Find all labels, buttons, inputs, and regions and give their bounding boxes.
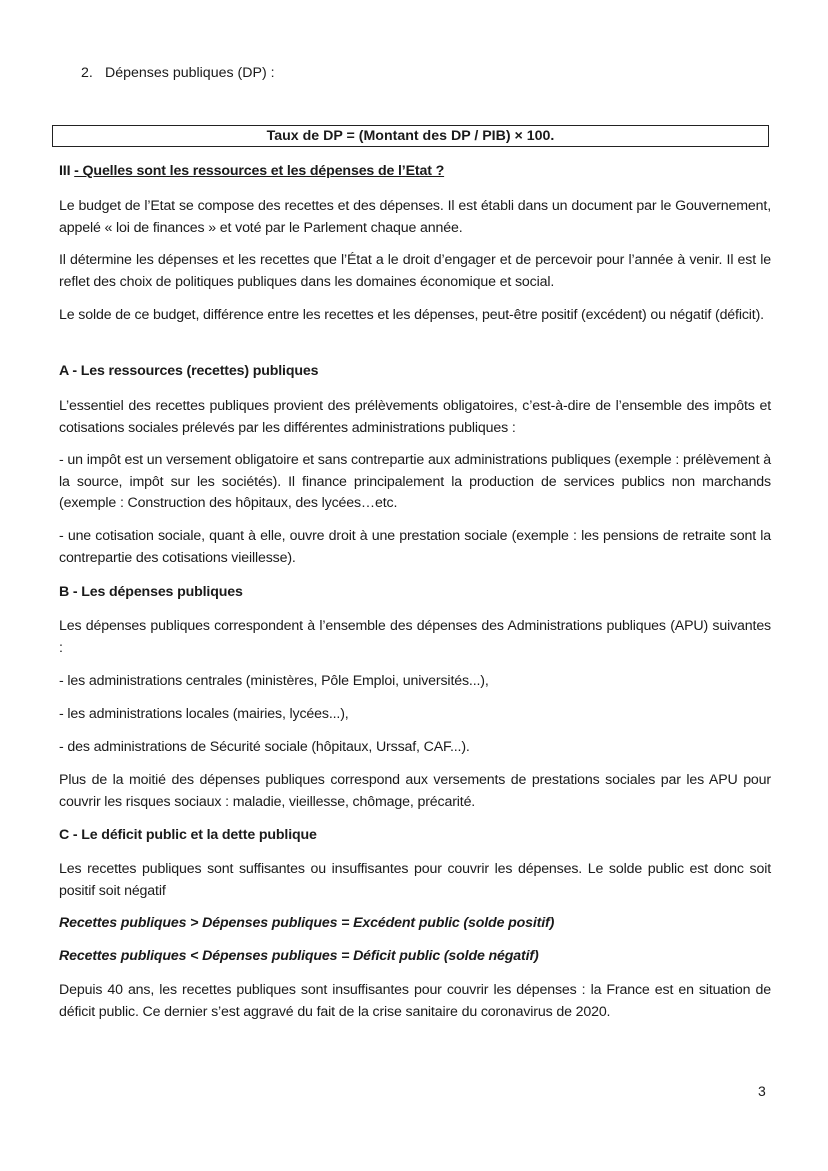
numbered-list-item [81,63,275,85]
intro-paragraph-1: Le budget de l’Etat se compose des recettes et des dépenses. Il est établi dans un document par le Gouvernement, appelé « loi de finances » et voté par le Parlement chaque année. [59,198,771,236]
list-number: 2. [81,65,93,81]
section-B-list-item-2: - les administrations locales (mairies, lycées...), [59,706,349,722]
list-item-text: Dépenses publiques (DP) : [105,65,275,81]
page-number: 3 [758,1083,766,1099]
formula-box: Taux de DP = (Montant des DP / PIB) × 100. [52,125,769,147]
intro-paragraph-3: Le solde de ce budget, différence entre les recettes et les dépenses, peut-être positif (excédent) ou négatif (déficit). [59,307,764,323]
section-B-paragraph-2: Plus de la moitié des dépenses publiques correspond aux versements de prestations sociales par les APU pour couvrir les risques sociaux : maladie, vieillesse, chômage, précarité. [59,772,771,810]
surplus-equation: Recettes publiques > Dépenses publiques = Excédent public (solde positif) [59,915,555,931]
deficit-equation: Recettes publiques < Dépenses publiques = Déficit public (solde négatif) [59,948,539,964]
section-III-prefix: III [59,163,75,179]
section-B-list-item-1: - les administrations centrales (ministères, Pôle Emploi, universités...), [59,673,489,689]
section-B-list-item-3: - des administrations de Sécurité sociale (hôpitaux, Urssaf, CAF...). [59,739,470,755]
section-A-paragraph-1: L’essentiel des recettes publiques provient des prélèvements obligatoires, c’est-à-dire de l’ensemble des impôts et cotisations sociales prélevés par les différentes administrations publiques : [59,398,771,436]
section-C-heading: C - Le déficit public et la dette publique [59,827,317,843]
section-B-paragraph-1: Les dépenses publiques correspondent à l’ensemble des dépenses des Administrations publiques (APU) suivantes : [59,618,771,656]
section-B-heading: B - Les dépenses publiques [59,584,243,600]
section-C-conclusion: Depuis 40 ans, les recettes publiques sont insuffisantes pour couvrir les dépenses : la France est en situation de déficit public. Ce dernier s’est aggravé du fait de la crise sanitaire du coronavirus de 2020. [59,982,771,1020]
section-A-paragraph-3: - une cotisation sociale, quant à elle, ouvre droit à une prestation sociale (exemple : les pensions de retraite sont la contrepartie des cotisations vieillesse). [59,528,771,566]
section-A-paragraph-2: - un impôt est un versement obligatoire et sans contrepartie aux administrations publiques (exemple : prélèvement à la source, impôt sur les sociétés). Il finance principalement la production de services publics non marchands (exemple : Construction des hôpitaux, des lycées…etc. [59,452,771,511]
section-C-paragraph-1: Les recettes publiques sont suffisantes ou insuffisantes pour couvrir les dépenses. Le solde public est donc soit positif soit négatif [59,861,771,899]
section-III-title: - Quelles sont les ressources et les dépenses de l’Etat ? [74,163,445,179]
section-III-heading [59,161,771,183]
intro-paragraph-2: Il détermine les dépenses et les recettes que l’État a le droit d’engager et de percevoir pour l’année à venir. Il est le reflet des choix de politiques publiques dans les domaines économique et social. [59,252,771,290]
section-A-heading: A - Les ressources (recettes) publiques [59,363,319,379]
